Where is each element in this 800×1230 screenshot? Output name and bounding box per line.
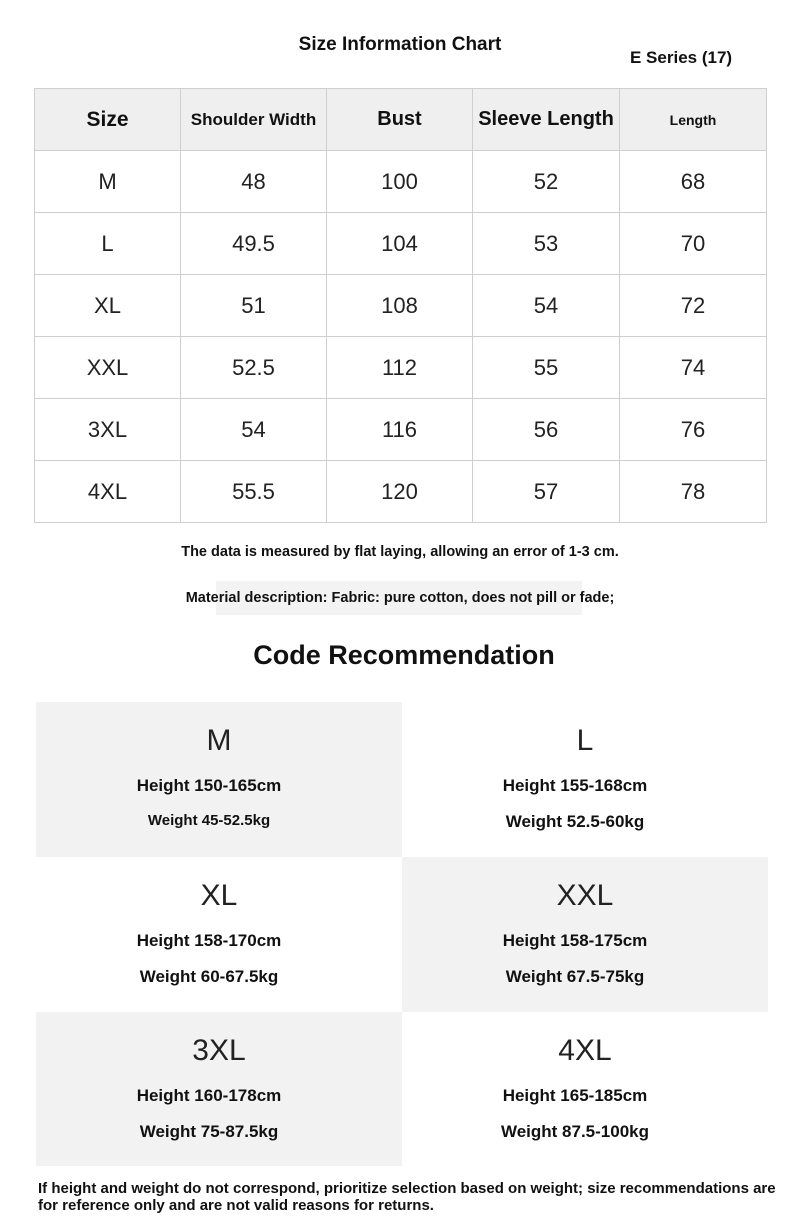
- series-label: E Series (17): [630, 48, 733, 67]
- cell-length: 76: [620, 399, 767, 461]
- header-size: Size: [35, 89, 181, 151]
- recommendation-card-4xl: [402, 1012, 768, 1166]
- cell-shoulder-width: 55.5: [181, 461, 327, 523]
- table-row: [35, 461, 767, 523]
- material-note: Material description: Fabric: pure cotton, does not pill or fade;: [185, 590, 615, 606]
- card-height: Height 150-165cm: [136, 776, 282, 795]
- table-row: [35, 213, 767, 275]
- cell-sleeve-length: 55: [473, 337, 620, 399]
- cell-shoulder-width: 51: [181, 275, 327, 337]
- card-weight: Weight 52.5-60kg: [505, 812, 645, 831]
- cell-sleeve-length: 57: [473, 461, 620, 523]
- cell-bust: 112: [327, 337, 473, 399]
- recommendation-grid: [36, 702, 768, 1166]
- table-row: [35, 337, 767, 399]
- table-row: [35, 151, 767, 213]
- table-row: [35, 275, 767, 337]
- cell-bust: 108: [327, 275, 473, 337]
- card-weight: Weight 87.5-100kg: [500, 1122, 650, 1141]
- cell-length: 72: [620, 275, 767, 337]
- cell-sleeve-length: 52: [473, 151, 620, 213]
- table-header-row: [35, 89, 767, 151]
- recommendation-title: Code Recommendation: [253, 640, 555, 670]
- cell-size: 3XL: [35, 399, 181, 461]
- cell-sleeve-length: 53: [473, 213, 620, 275]
- cell-bust: 120: [327, 461, 473, 523]
- cell-shoulder-width: 48: [181, 151, 327, 213]
- recommendation-card-xl: [36, 857, 402, 1012]
- measurement-note: The data is measured by flat laying, allowing an error of 1-3 cm.: [181, 544, 619, 560]
- cell-shoulder-width: 52.5: [181, 337, 327, 399]
- card-weight: Weight 75-87.5kg: [139, 1122, 279, 1141]
- card-size: L: [576, 724, 594, 757]
- card-height: Height 160-178cm: [136, 1086, 282, 1105]
- recommendation-card-m: [36, 702, 402, 857]
- cell-length: 78: [620, 461, 767, 523]
- cell-length: 74: [620, 337, 767, 399]
- card-height: Height 158-175cm: [502, 931, 648, 950]
- cell-bust: 100: [327, 151, 473, 213]
- size-table: [34, 88, 767, 523]
- recommendation-card-3xl: [36, 1012, 402, 1166]
- header-sleeve-length: Sleeve Length: [473, 89, 620, 151]
- header-bust: Bust: [327, 89, 473, 151]
- cell-bust: 104: [327, 213, 473, 275]
- cell-length: 68: [620, 151, 767, 213]
- card-height: Height 155-168cm: [502, 776, 648, 795]
- card-size: M: [206, 724, 232, 757]
- card-weight: Weight 67.5-75kg: [505, 967, 645, 986]
- table-row: [35, 399, 767, 461]
- cell-size: M: [35, 151, 181, 213]
- cell-sleeve-length: 56: [473, 399, 620, 461]
- header-length: Length: [620, 89, 767, 151]
- card-size: 3XL: [192, 1034, 246, 1067]
- cell-size: XL: [35, 275, 181, 337]
- recommendation-card-l: [402, 702, 768, 857]
- card-size: 4XL: [558, 1034, 612, 1067]
- cell-shoulder-width: 49.5: [181, 213, 327, 275]
- cell-size: 4XL: [35, 461, 181, 523]
- cell-bust: 116: [327, 399, 473, 461]
- cell-shoulder-width: 54: [181, 399, 327, 461]
- card-size: XXL: [556, 879, 614, 912]
- cell-length: 70: [620, 213, 767, 275]
- cell-size: L: [35, 213, 181, 275]
- cell-size: XXL: [35, 337, 181, 399]
- recommendation-card-xxl: [402, 857, 768, 1012]
- header-shoulder-width: Shoulder Width: [181, 89, 327, 151]
- card-height: Height 165-185cm: [502, 1086, 648, 1105]
- card-height: Height 158-170cm: [136, 931, 282, 950]
- card-weight: Weight 45-52.5kg: [147, 812, 271, 829]
- card-size: XL: [200, 879, 238, 912]
- chart-title: Size Information Chart: [298, 34, 502, 55]
- footer-disclaimer: If height and weight do not correspond, prioritize selection based on weight; size recommendations are for reference only and are not valid reasons for returns.: [38, 1180, 776, 1214]
- cell-sleeve-length: 54: [473, 275, 620, 337]
- card-weight: Weight 60-67.5kg: [139, 967, 279, 986]
